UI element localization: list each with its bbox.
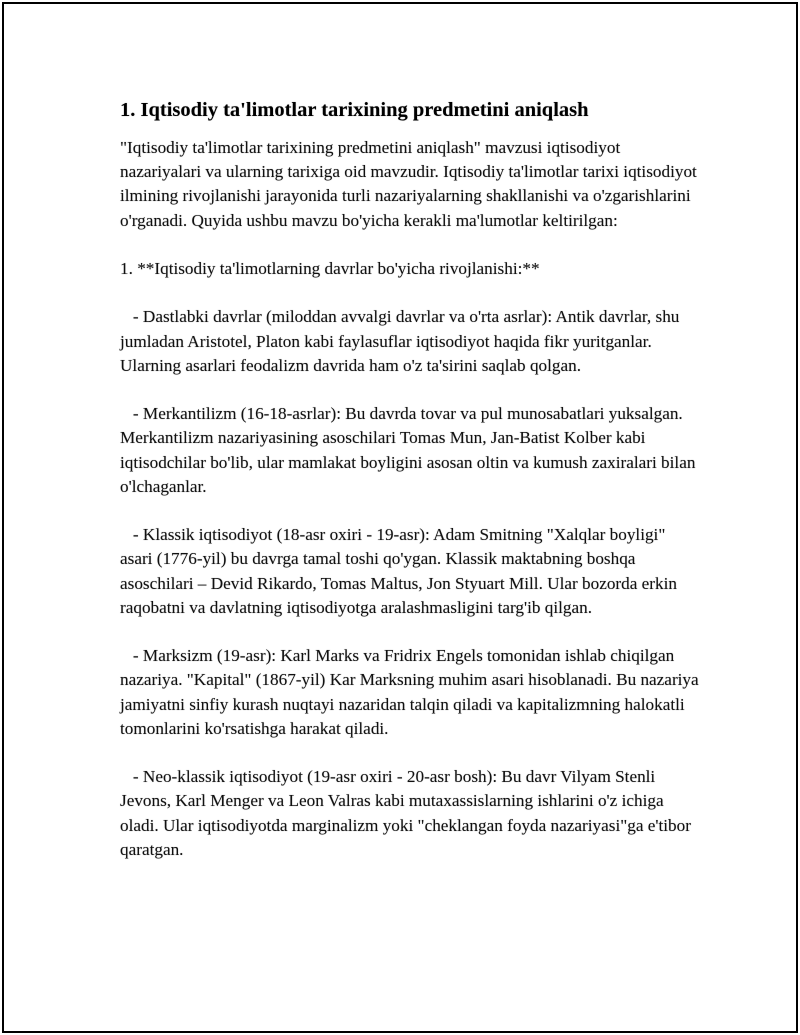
list-title-paragraph: 1. **Iqtisodiy ta'limotlarning davrlar bo'yicha rivojlanishi:** — [120, 259, 540, 278]
list-item-marxism: - Marksizm (19-asr): Karl Marks va Fridrix Engels tomonidan ishlab chiqilgan nazariya. "Kapital" (1867-yil) Kar Marksning muhim asari hisoblanadi. Bu nazariya jamiyatni sinfiy kurash nuqtayi nazaridan talqin qiladi va kapitalizmning halokatli tomonlarini ko'rsatishga harakat qiladi. — [120, 646, 703, 738]
section-heading: 1. Iqtisodiy ta'limotlar tarixining predmetini aniqlash — [120, 99, 589, 121]
list-item-classical: - Klassik iqtisodiyot (18-asr oxiri - 19-asr): Adam Smitning "Xalqlar boyligi" asari (1776-yil) bu davrga tamal toshi qo'ygan. Klassik maktabning boshqa asoschilari – Devid Rikardo, Tomas Maltus, Jon Styuart Mill. Ular bozorda erkin raqobatni va davlatning iqtisodiyotga aralashmasligini targ'ib qilgan. — [120, 525, 682, 617]
document-body — [120, 96, 703, 886]
list-item-ancient: - Dastlabki davrlar (miloddan avvalgi davrlar va o'rta asrlar): Antik davrlar, shu jumladan Aristotel, Platon kabi faylasuflar iqtisodiyot haqida fikr yuritganlar. Ularning asarlari feodalizm davrida ham o'z ta'sirini saqlab qolgan. — [120, 307, 684, 375]
list-item-neoclassical: - Neo-klassik iqtisodiyot (19-asr oxiri - 20-asr bosh): Bu davr Vilyam Stenli Jevons, Karl Menger va Leon Valras kabi mutaxassislarning ishlarini o'z ichiga oladi. Ular iqtisodiyotda marginalizm yoki "cheklangan foyda nazariyasi"ga e'tibor qaratgan. — [120, 767, 696, 859]
page-frame — [2, 2, 798, 1033]
intro-paragraph: "Iqtisodiy ta'limotlar tarixining predmetini aniqlash" mavzusi iqtisodiyot nazariyalari va ularning tarixiga oid mavzudir. Iqtisodiy ta'limotlar tarixi iqtisodiyot ilmining rivojlanishi jarayonida turli nazariyalarning shakllanishi va o'zgarishlarini o'rganadi. Quyida ushbu mavzu bo'yicha kerakli ma'lumotlar keltirilgan: — [120, 138, 702, 230]
list-item-mercantilism: - Merkantilizm (16-18-asrlar): Bu davrda tovar va pul munosabatlari yuksalgan. Merkantilizm nazariyasining asoschilari Tomas Mun, Jan-Batist Kolber kabi iqtisodchilar bo'lib, ular mamlakat boyligini asosan oltin va kumush zaxiralari bilan o'lchaganlar. — [120, 404, 700, 496]
